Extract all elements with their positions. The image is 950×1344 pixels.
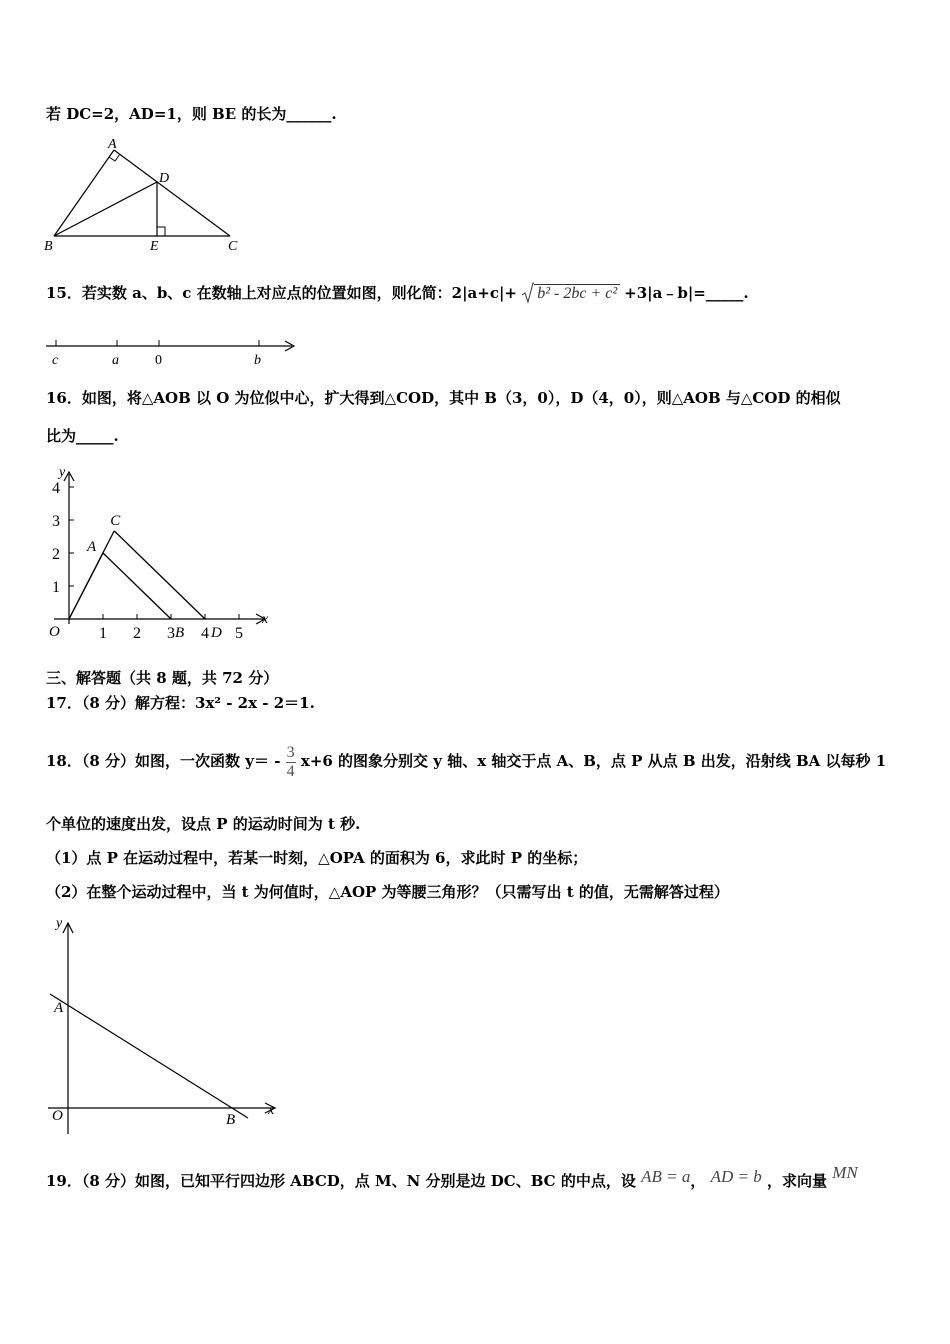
q15-radical — [522, 285, 624, 302]
q18-line1 — [46, 734, 886, 788]
q15-radicand: b² - 2bc + c² — [534, 284, 620, 302]
q16-line2: 比为_____. — [46, 427, 119, 445]
label-A: A — [108, 138, 117, 152]
q16-line1: 16．如图，将△AOB 以 O 为位似中心，扩大得到△COD，其中 B（3，0），D（4，0），则△AOB 与△COD 的相似 — [46, 389, 841, 407]
figure-q18-linear-function — [44, 912, 284, 1138]
label-C: C — [228, 239, 238, 254]
q18-frac-num: 3 — [286, 743, 295, 761]
q19-sep: ， — [690, 1172, 706, 1190]
tick-label-c: c — [52, 353, 59, 368]
q18-suffix: x+6 的图象分别交 y 轴、x 轴交于点 A、B，点 P 从点 B 出发，沿射线 BA 以每秒 1 — [300, 752, 887, 770]
figure-q16-coordinate — [44, 464, 270, 646]
line-AB — [50, 994, 248, 1118]
q15-prefix: 15．若实数 a、b、c 在数轴上对应点的位置如图，则化简：2|a+c|+ — [46, 284, 518, 302]
q19-line — [46, 1160, 858, 1194]
y-tick-label-4: 4 — [52, 480, 60, 497]
point-label-A: A — [54, 1000, 64, 1016]
y-tick-label-1: 1 — [52, 579, 60, 596]
tick-label-a: a — [112, 353, 119, 368]
label-D: D — [159, 171, 170, 186]
axis-label-y: y — [59, 465, 66, 480]
q19-prefix: 19．（8 分）如图，已知平行四边形 ABCD，点 M、N 分别是边 DC、BC 的中点，设 — [46, 1172, 636, 1190]
q18-fraction — [286, 744, 296, 781]
q18-prefix: 18．（8 分）如图，一次函数 y＝ - — [46, 752, 281, 770]
q18-frac-den: 4 — [286, 762, 295, 780]
point-label-A: A — [87, 539, 97, 555]
q18-part2: （2）在整个运动过程中，当 t 为何值时，△AOP 为等腰三角形？（只需写出 t 的值，无需解答过程） — [46, 883, 729, 901]
q14-tail-text: 若 DC=2，AD=1，则 BE 的长为______. — [46, 105, 337, 123]
q18-part1: （1）点 P 在运动过程中，若某一时刻，△OPA 的面积为 6，求此时 P 的坐标； — [46, 849, 588, 867]
figure-q14-triangle — [44, 138, 244, 254]
point-label-D: D — [211, 625, 222, 641]
x-tick-label-2: 2 — [133, 625, 141, 642]
axis-label-y: y — [56, 916, 63, 931]
q18-line2: 个单位的速度出发，设点 P 的运动时间为 t 秒. — [46, 815, 361, 833]
radical-sign-icon — [522, 282, 534, 304]
x-tick-label-5: 5 — [235, 625, 243, 642]
q15-text — [46, 282, 749, 304]
vector-AD: AD = b — [710, 1167, 762, 1186]
q17-text: 17．（8 分）解方程：3x² - 2x - 2＝1. — [46, 694, 315, 712]
axis-label-x: x — [268, 1103, 275, 1118]
axis-label-x: x — [262, 612, 269, 627]
origin-label: O — [52, 1108, 63, 1124]
vector-MN: MN — [832, 1163, 858, 1182]
tick-label-b: b — [254, 353, 261, 368]
x-tick-label-1: 1 — [99, 625, 107, 642]
figure-q15-number-line — [42, 336, 302, 370]
y-tick-label-3: 3 — [52, 513, 60, 530]
x-tick-label-3: 3 — [167, 625, 175, 642]
vector-AB: AB = a — [641, 1167, 691, 1186]
label-E: E — [150, 239, 159, 254]
point-label-B: B — [226, 1112, 236, 1128]
origin-label: O — [49, 624, 60, 640]
q19-suffix: ，求向量 — [766, 1172, 827, 1190]
tick-label-0: 0 — [155, 353, 162, 368]
section3-heading: 三、解答题（共 8 题，共 72 分） — [46, 669, 279, 687]
point-label-B: B — [175, 625, 185, 641]
x-tick-label-4: 4 — [201, 625, 209, 642]
label-B: B — [44, 239, 53, 254]
point-label-C: C — [110, 512, 121, 529]
y-tick-label-2: 2 — [52, 546, 60, 563]
q15-suffix: +3|a﹣b|=_____. — [624, 284, 749, 302]
